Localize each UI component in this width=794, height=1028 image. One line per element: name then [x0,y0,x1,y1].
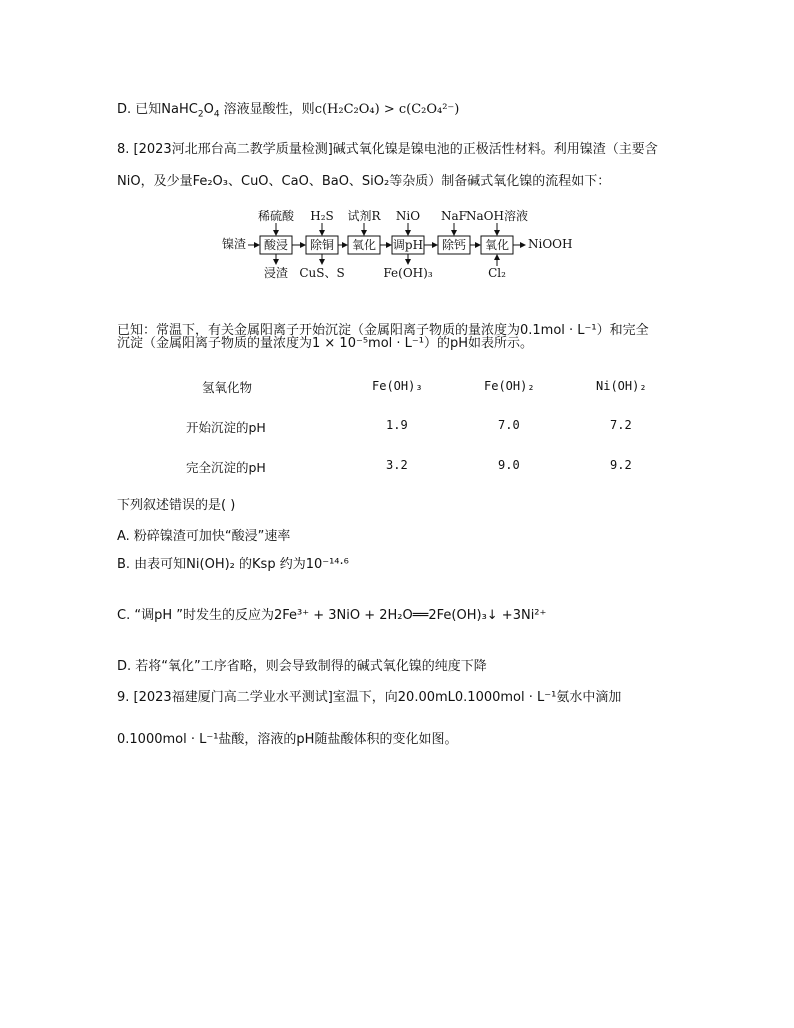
option-text: 已知$NaHC_2O_4$ 溶液显酸性，则c(H₂C₂O₄) > c(C₂O₄²⁻) [135,102,460,120]
table-cell: 7.0 [498,418,520,432]
q8-stem-line2: NiO，及少量Fe₂O₃、CuO、CaO、BaO、SiO₂等杂质）制备碱式氧化镍的流程如下： [117,174,611,189]
flow-step-label: 除铜 [309,238,335,252]
q8-stem1: 碱式氧化镍是镍电池的正极活性材料。利用镍渣（主要含 [332,142,658,157]
q9-source: [2023福建厦门高二学业水平测试] [133,690,333,705]
flow-input-label: H₂S [310,209,334,223]
table-row-start-label: 开始沉淀的pH [186,420,266,435]
table-cell: 1.9 [386,418,408,432]
flow-output-label: CuS、S [299,266,345,280]
q8-known-line1: 已知：常温下，有关金属阳离子开始沉淀（金属阳离子物质的量浓度为0.1mol · L⁻¹）和完全 [117,323,649,338]
table-cell: 7.2 [610,418,632,432]
flow-step-label: 酸浸 [263,238,289,252]
q8-source: [2023河北邢台高二教学质量检测] [133,142,333,157]
q8-number: 8. [117,142,130,157]
table-header-hydroxide: 氢氧化物 [202,380,253,395]
table-header-feoh2: Fe(OH)₂ [484,379,535,393]
table-header-nioh2: Ni(OH)₂ [596,379,647,393]
process-flow-diagram [222,206,602,282]
flow-step-label: 氧化 [351,238,377,252]
flow-input-label: NaF [441,209,467,223]
flow-start: 镍渣 [222,237,247,251]
q8-stem-line1 [117,141,658,159]
q8-option-d: D. 若将“氧化”工序省略，则会导致制得的碱式氧化镍的纯度下降 [117,659,487,674]
flow-product: NiOOH [528,237,573,251]
inequality-expression: c(H₂C₂O₄) > c(C₂O₄²⁻) [314,102,460,117]
q8-known-line2: 沉淀（金属阳离子物质的量浓度为1 × 10⁻⁵mol · L⁻¹）的pH如表所示。 [117,336,534,351]
flow-step-label: 调pH [392,238,424,252]
table-row-complete-label: 完全沉淀的pH [186,460,266,475]
q9-stem-line1 [117,689,621,707]
flow-output-label: 浸渣 [263,266,289,280]
q8-option-b: B. 由表可知Ni(OH)₂ 的Ksp 约为10⁻¹⁴·⁶ [117,557,349,572]
flow-output-label: Cl₂ [488,266,506,280]
option-d-q7 [117,101,459,119]
q8-ask: 下列叙述错误的是( ) [117,498,236,513]
flow-step-label: 氧化 [484,238,510,252]
q9-number: 9. [117,690,130,705]
table-cell: 9.0 [498,458,520,472]
q9-stem1: 室温下，向20.00mL0.1000mol · L⁻¹氨水中滴加 [332,690,622,705]
flow-input-label: NaOH溶液 [466,209,528,223]
table-header-feoh3: Fe(OH)₃ [372,379,423,393]
flow-input-label: 试剂R [347,209,381,223]
table-cell: 3.2 [386,458,408,472]
q9-stem-line2: 0.1000mol · L⁻¹盐酸，溶液的pH随盐酸体积的变化如图。 [117,732,458,747]
flow-output-label: Fe(OH)₃ [383,266,433,280]
q8-option-c: C. “调pH ”时发生的反应为2Fe³⁺ + 3NiO + 2H₂O══2Fe(OH)₃↓ +3Ni²⁺ [117,608,547,623]
flow-step-label: 除钙 [441,238,467,252]
flow-input-label: 稀硫酸 [257,209,295,223]
option-label: D. [117,102,132,117]
flow-input-label: NiO [395,209,421,223]
table-cell: 9.2 [610,458,632,472]
q8-option-a: A. 粉碎镍渣可加快“酸浸”速率 [117,529,291,544]
